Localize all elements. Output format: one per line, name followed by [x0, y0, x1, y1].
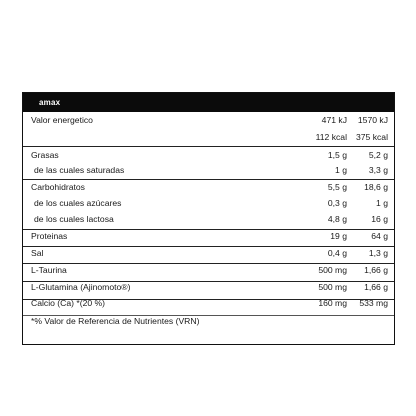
nutrition-table	[22, 92, 395, 345]
row-label: Grasas	[31, 150, 59, 161]
row-label: L-Taurina	[31, 264, 67, 275]
row-value-per-serving: 1,5 g	[327, 150, 347, 161]
row-value-per-100g: 533 mg	[359, 298, 388, 309]
table-body	[23, 112, 394, 327]
row-value-per-100g: 375 kcal	[355, 132, 388, 143]
row-value-per-100g: 1570 kJ	[357, 115, 388, 126]
row-value-per-100g: 1 g	[376, 197, 388, 208]
row-label: Proteinas	[31, 230, 68, 241]
row-value-per-100g: 3,3 g	[368, 165, 388, 176]
table-header	[23, 93, 394, 112]
table-row-energy-kcal	[23, 130, 394, 145]
row-label: de los cuales azúcares	[34, 197, 122, 208]
row-value-per-serving: 160 mg	[318, 298, 347, 309]
row-value-per-100g: 16 g	[371, 213, 388, 224]
row-value-per-100g: 1,66 g	[364, 264, 388, 275]
row-value-per-100g: 64 g	[371, 230, 388, 241]
row-value-per-100g: 5,2 g	[368, 150, 388, 161]
brand-logo: amax	[39, 98, 61, 107]
row-label: Valor energetico	[31, 115, 93, 126]
row-label: L-Glutamina (Ajinomoto®)	[31, 282, 131, 293]
table-row-lactose	[23, 211, 394, 227]
table-row-glutamine	[23, 279, 394, 296]
row-value-per-serving: 19 g	[330, 230, 347, 241]
table-row-calcium	[23, 296, 394, 311]
table-row-taurine	[23, 262, 394, 278]
footnote-text: *% Valor de Referencia de Nutrientes (VRN)	[31, 316, 200, 327]
row-label: Sal	[31, 247, 44, 258]
table-row-salt	[23, 245, 394, 261]
row-value-per-serving: 112 kcal	[315, 132, 347, 143]
row-value-per-serving: 0,3 g	[327, 197, 347, 208]
row-value-per-serving: 0,4 g	[327, 247, 347, 258]
table-row-energy-kj	[23, 112, 394, 129]
row-divider	[23, 146, 394, 147]
row-value-per-serving: 500 mg	[318, 282, 347, 293]
row-value-per-serving: 5,5 g	[327, 182, 347, 193]
row-label: Carbohidratos	[31, 182, 85, 193]
row-value-per-100g: 1,3 g	[368, 247, 388, 258]
table-footnote	[23, 313, 394, 330]
row-label: de los cuales lactosa	[34, 213, 114, 224]
table-row-saturated	[23, 163, 394, 178]
row-label: Calcio (Ca) *(20 %)	[31, 298, 106, 309]
row-value-per-100g: 1,66 g	[364, 282, 388, 293]
table-row-protein	[23, 228, 394, 244]
row-value-per-serving: 1 g	[335, 165, 347, 176]
row-value-per-serving: 4,8 g	[327, 213, 347, 224]
row-label: de las cuales saturadas	[34, 165, 125, 176]
row-value-per-serving: 500 mg	[318, 264, 347, 275]
row-value-per-serving: 471 kJ	[321, 115, 347, 126]
table-row-fat	[23, 148, 394, 163]
table-row-carbs	[23, 180, 394, 195]
row-value-per-100g: 18,6 g	[364, 182, 388, 193]
table-row-sugars	[23, 195, 394, 211]
